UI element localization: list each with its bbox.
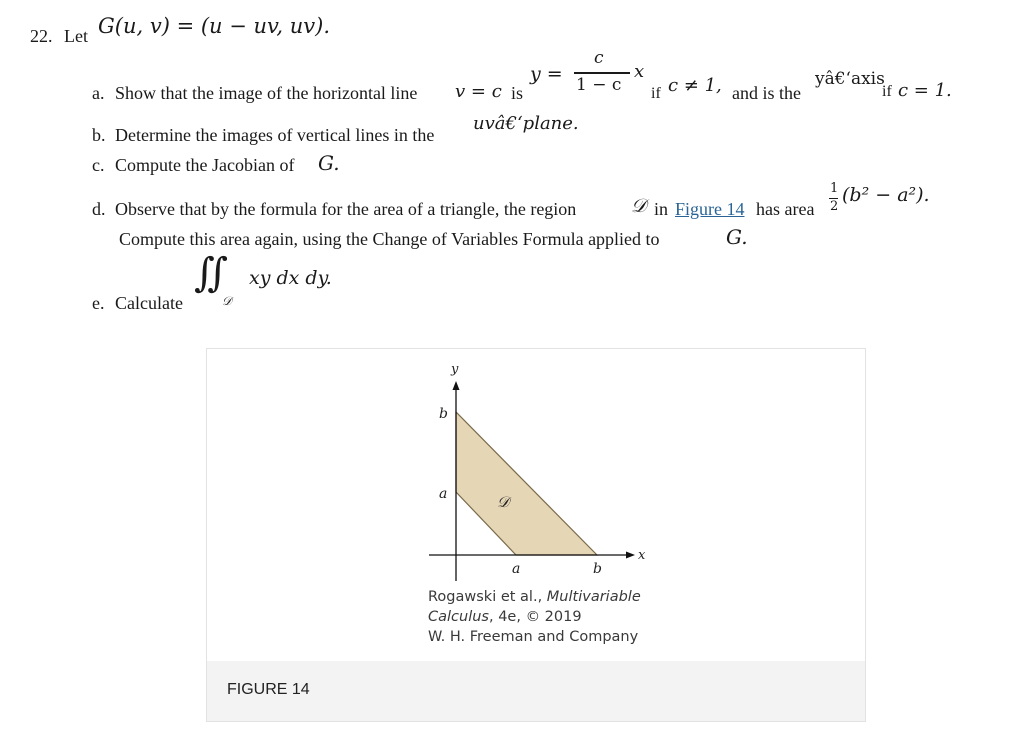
x-axis-label: x <box>638 548 646 563</box>
region-d <box>456 412 597 555</box>
problem-number: 22. <box>30 26 53 46</box>
part-a-text: Show that the image of the horizontal line <box>115 83 418 103</box>
x-tick-label-a: a <box>512 561 521 577</box>
part-d-g-math: G. <box>726 225 748 249</box>
part-d-half-numerator: 1 <box>830 181 839 196</box>
part-d-text-1: Observe that by the formula for the area of a triangle, the region <box>115 199 577 219</box>
part-a-fraction-bar <box>574 72 630 74</box>
map-definition: G(u, v) = (u − uv, uv). <box>98 14 331 38</box>
part-a-condition-1: c ≠ 1, <box>668 75 722 96</box>
figure-credit-line-2: Calculus, 4e, © 2019 <box>428 609 582 625</box>
figure-credit-line-1: Rogawski et al., Multivariable <box>428 589 641 605</box>
part-e-label: e. <box>92 293 105 313</box>
part-d-area-expression: (b² − a²). <box>842 184 930 206</box>
part-d-has-area: has area <box>756 199 815 219</box>
y-tick-label-a: a <box>439 486 448 502</box>
part-d-region-symbol: 𝒟 <box>631 195 647 217</box>
figure-caption: FIGURE 14 <box>227 681 310 698</box>
integral-symbol: ∬ <box>194 250 229 296</box>
part-c-g-math: G. <box>318 151 340 175</box>
part-a-y-equals: y = <box>530 63 563 85</box>
region-label: 𝒟 <box>497 493 509 511</box>
x-tick-label-b: b <box>593 561 602 577</box>
part-a-is-word: is <box>511 83 524 103</box>
part-a-axis-math: yâ€‘axis <box>815 69 885 89</box>
part-c-text: Compute the Jacobian of <box>115 155 295 175</box>
part-e-text: Calculate <box>115 293 183 313</box>
book-title-part-1: Multivariable <box>546 589 641 605</box>
part-b-label: b. <box>92 125 106 145</box>
part-c-label: c. <box>92 155 105 175</box>
book-title-part-2: Calculus <box>428 609 489 625</box>
y-axis-arrowhead <box>453 381 460 390</box>
part-a-if-word-1: if <box>651 85 661 102</box>
let-word: Let <box>64 26 88 46</box>
part-d-text-2: Compute this area again, using the Change of Variables Formula applied to <box>119 229 660 249</box>
part-a-condition-2: c = 1. <box>898 80 952 101</box>
y-axis-label: y <box>451 362 459 377</box>
part-d-half-denominator: 2 <box>830 199 839 214</box>
part-a-fraction-denominator: 1 − c <box>576 75 622 95</box>
part-a-line-equation: v = c <box>455 81 502 102</box>
figure-14-link[interactable]: Figure 14 <box>675 199 745 219</box>
part-b-text: Determine the images of vertical lines in the <box>115 125 435 145</box>
part-d-in-word: in <box>654 199 669 219</box>
part-a-label: a. <box>92 83 105 103</box>
part-a-x-variable: x <box>634 61 645 82</box>
x-axis-arrowhead <box>626 552 635 559</box>
figure-caption-bar <box>207 661 865 721</box>
figure-panel <box>206 348 866 722</box>
part-a-and-text: and is the <box>732 83 801 103</box>
y-tick-label-b: b <box>439 406 448 422</box>
part-e-integrand: xy dx dy. <box>249 267 332 289</box>
part-a-fraction-numerator: c <box>594 48 604 68</box>
part-b-plane-math: uvâ€‘plane. <box>473 113 579 134</box>
figure-credit-line-3: W. H. Freeman and Company <box>428 629 639 645</box>
part-d-label: d. <box>92 199 106 219</box>
part-a-if-word-2: if <box>882 83 892 100</box>
integral-region-subscript: 𝒟 <box>222 294 232 308</box>
